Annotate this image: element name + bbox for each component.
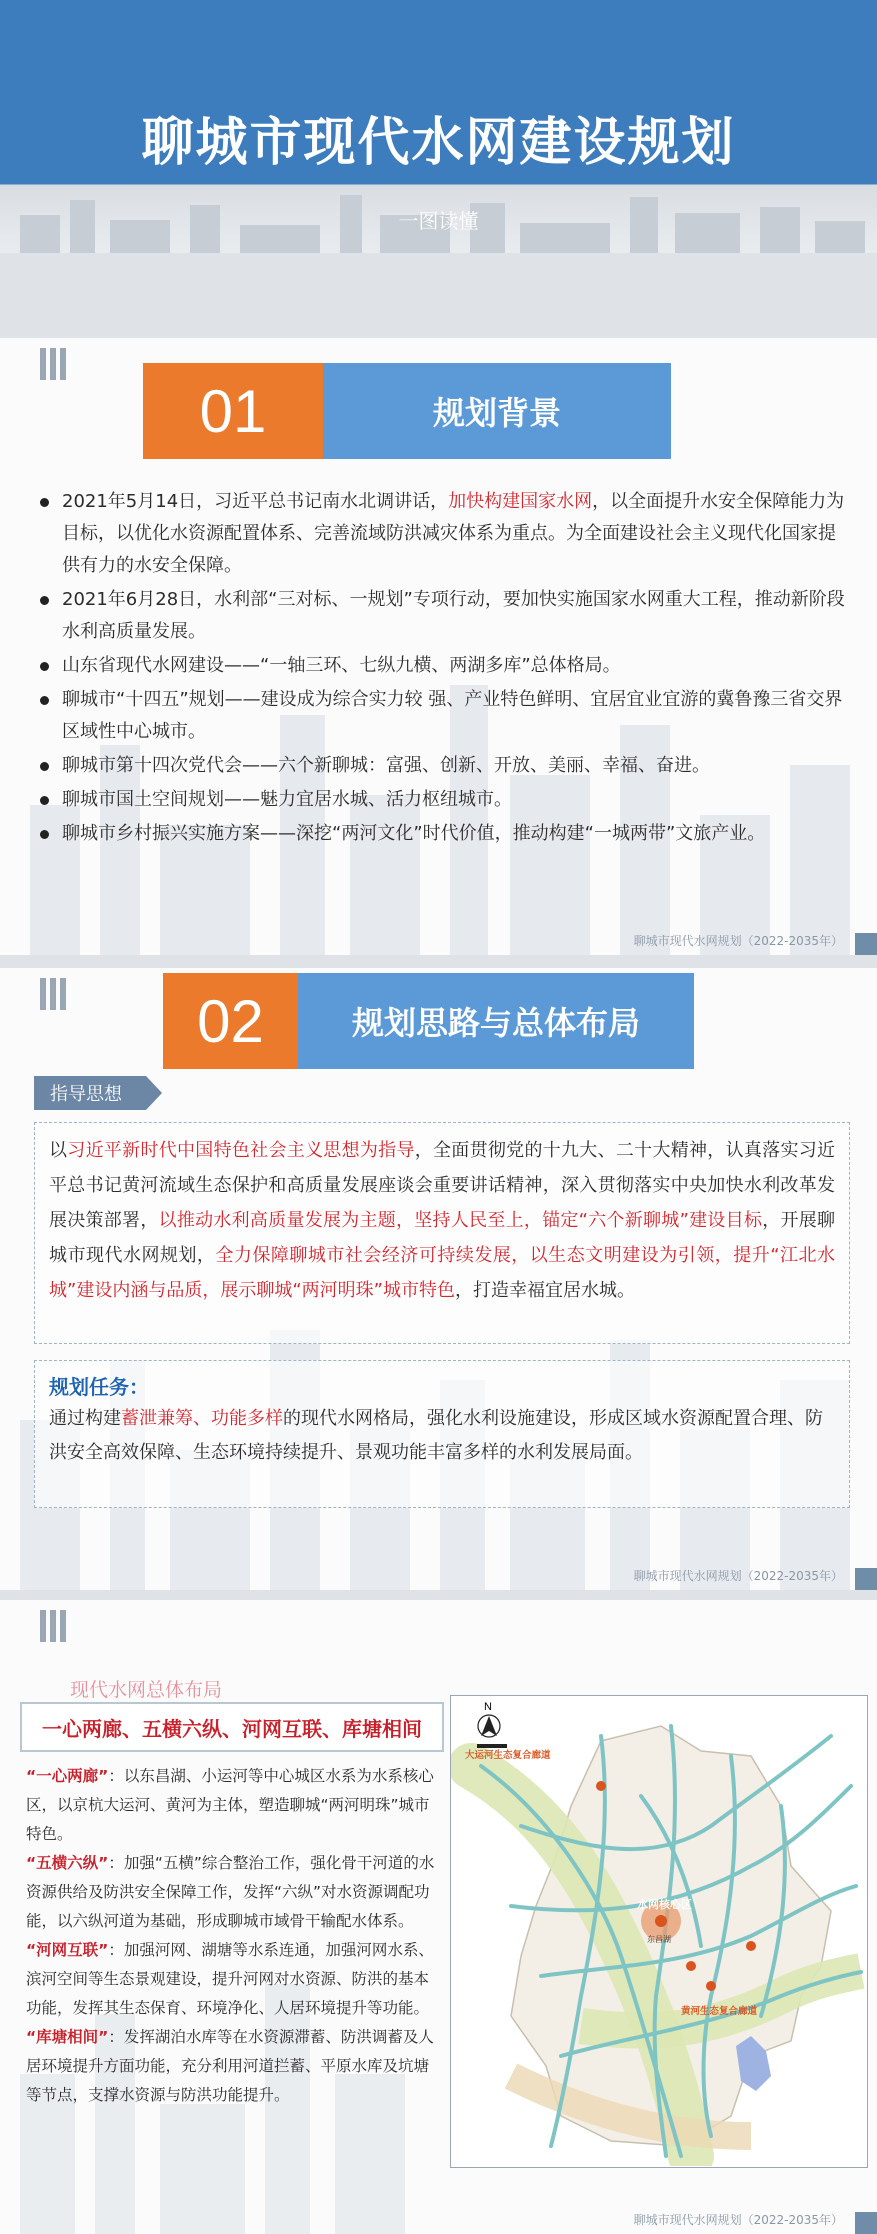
city-label: 东昌湖 bbox=[647, 1935, 671, 1944]
description-item: “一心两廊”：以东昌湖、小运河等中心城区水系为水系核心区，以京杭大运河、黄河为主体，塑造聊城“两河明珠”城市特色。 bbox=[26, 1767, 434, 1843]
background-list bbox=[36, 486, 846, 852]
guide-box bbox=[34, 1122, 850, 1344]
layout-description bbox=[26, 1762, 440, 2110]
list-item: 聊城市国土空间规划——魅力宜居水城、活力枢纽城市。 bbox=[36, 784, 846, 816]
list-item: 聊城市第十四次党代会——六个新聊城：富强、创新、开放、美丽、幸福、奋进。 bbox=[36, 750, 846, 782]
section-background-panel bbox=[0, 338, 877, 955]
river-corridor-label: 黄河生态复合廊道 bbox=[681, 2006, 758, 2017]
layout-motto: 一心两廊、五横六纵、河网互联、库塘相间 bbox=[20, 1702, 444, 1752]
section-number: 02 bbox=[163, 973, 298, 1069]
scale-bar bbox=[477, 1744, 507, 1748]
description-item: “库塘相间”：发挥湖泊水库等在水资源滞蓄、防洪调蓄及人居环境提升方面功能，充分利用河道拦蓄、平原水库及坑塘等节点，支撑水资源与防洪功能提升。 bbox=[26, 2028, 434, 2104]
page-header bbox=[0, 0, 877, 253]
page-title: 聊城市现代水网建设规划 bbox=[141, 113, 736, 173]
canal-corridor-label: 大运河生态复合廊道 bbox=[465, 1750, 551, 1761]
section-heading-background bbox=[143, 363, 671, 459]
footer-note: 聊城市现代水网规划（2022-2035年） bbox=[633, 934, 843, 948]
section-title: 规划背景 bbox=[323, 363, 671, 459]
core-label: 水网核心区 bbox=[637, 1898, 692, 1911]
section-background-panel bbox=[0, 1600, 877, 2234]
node-dot bbox=[596, 1781, 606, 1791]
corner-decoration bbox=[40, 978, 68, 1010]
task-paragraph: 通过构建蓄泄兼筹、功能多样的现代水网格局，强化水利设施建设，形成区域水资源配置合理、防洪安全高效保障、生态环境持续提升、景观功能丰富多样的水利发展局面。 bbox=[49, 1408, 823, 1463]
north-arrow-icon bbox=[478, 1715, 500, 1737]
north-label: N bbox=[484, 1701, 492, 1713]
guide-paragraph: 以习近平新时代中国特色社会主义思想为指导，全面贯彻党的十九大、二十大精神，认真落实习近平总书记黄河流域生态保护和高质量发展座谈会重要讲话精神，深入贯彻落实中央加快水利改革发展决策部署，以推动水利高质量发展为主题，坚持人民至上，锚定“六个新聊城”建设目标，开展聊城市现代水网规划，全力保障聊城市社会经济可持续发展，以生态文明建设为引领，提升“江北水城”建设内涵与品质，展示聊城“两河明珠”城市特色，打造幸福宜居水城。 bbox=[49, 1140, 836, 1301]
description-item: “五横六纵”：加强“五横”综合整治工作，强化骨干河道的水资源供给及防洪安全保障工作，发挥“六纵”对水资源调配功能，以六纵河道为基础，形成聊城市域骨干输配水体系。 bbox=[26, 1854, 435, 1930]
list-item: 2021年5月14日，习近平总书记南水北调讲话，加快构建国家水网，以全面提升水安全保障能力为目标，以优化水资源配置体系、完善流域防洪减灾体系为重点。为全面建设社会主义现代化国家提供有力的水安全保障。 bbox=[36, 486, 846, 582]
section-number: 01 bbox=[143, 363, 323, 459]
list-item: 聊城市“十四五”规划——建设成为综合实力较 强、产业特色鲜明、宜居宜业宜游的冀鲁豫三省交界区域性中心城市。 bbox=[36, 684, 846, 748]
section-background-panel bbox=[0, 968, 877, 1590]
list-item: 山东省现代水网建设——“一轴三环、七纵九横、两湖多库”总体格局。 bbox=[36, 650, 846, 682]
section-title: 规划思路与总体布局 bbox=[298, 973, 694, 1069]
corner-tab bbox=[855, 2212, 877, 2234]
description-item: “河网互联”：加强河网、湖塘等水系连通，加强河网水系、滨河空间等生态景观建设，提升河网对水资源、防洪的基本功能，发挥其生态保育、环境净化、人居环境提升等功能。 bbox=[26, 1941, 434, 2017]
layout-title: 现代水网总体布局 bbox=[70, 1679, 223, 1701]
task-title: 规划任务： bbox=[49, 1375, 149, 1399]
page-subtitle: 一图读懂 bbox=[398, 209, 479, 233]
corner-tab bbox=[855, 933, 877, 955]
map-drawing bbox=[451, 1696, 866, 2166]
footer-note: 聊城市现代水网规划（2022-2035年） bbox=[633, 1569, 843, 1583]
list-item: 2021年6月28日，水利部“三对标、一规划”专项行动，要加快实施国家水网重大工程，推动新阶段水利高质量发展。 bbox=[36, 584, 846, 648]
node-dot bbox=[706, 1981, 716, 1991]
task-box bbox=[34, 1360, 850, 1508]
node-dot bbox=[746, 1941, 756, 1951]
node-dot bbox=[686, 1961, 696, 1971]
water-network-map bbox=[450, 1695, 868, 2168]
corner-tab bbox=[855, 1568, 877, 1590]
section-heading-background bbox=[163, 973, 694, 1069]
list-item: 聊城市乡村振兴实施方案——深挖“两河文化”时代价值，推动构建“一城两带”文旅产业。 bbox=[36, 818, 846, 850]
core-dot bbox=[655, 1915, 667, 1927]
guide-tag: 指导思想 bbox=[34, 1076, 146, 1110]
corner-decoration bbox=[40, 1610, 68, 1642]
footer-note: 聊城市现代水网规划（2022-2035年） bbox=[633, 2213, 843, 2227]
corner-decoration bbox=[40, 348, 68, 380]
